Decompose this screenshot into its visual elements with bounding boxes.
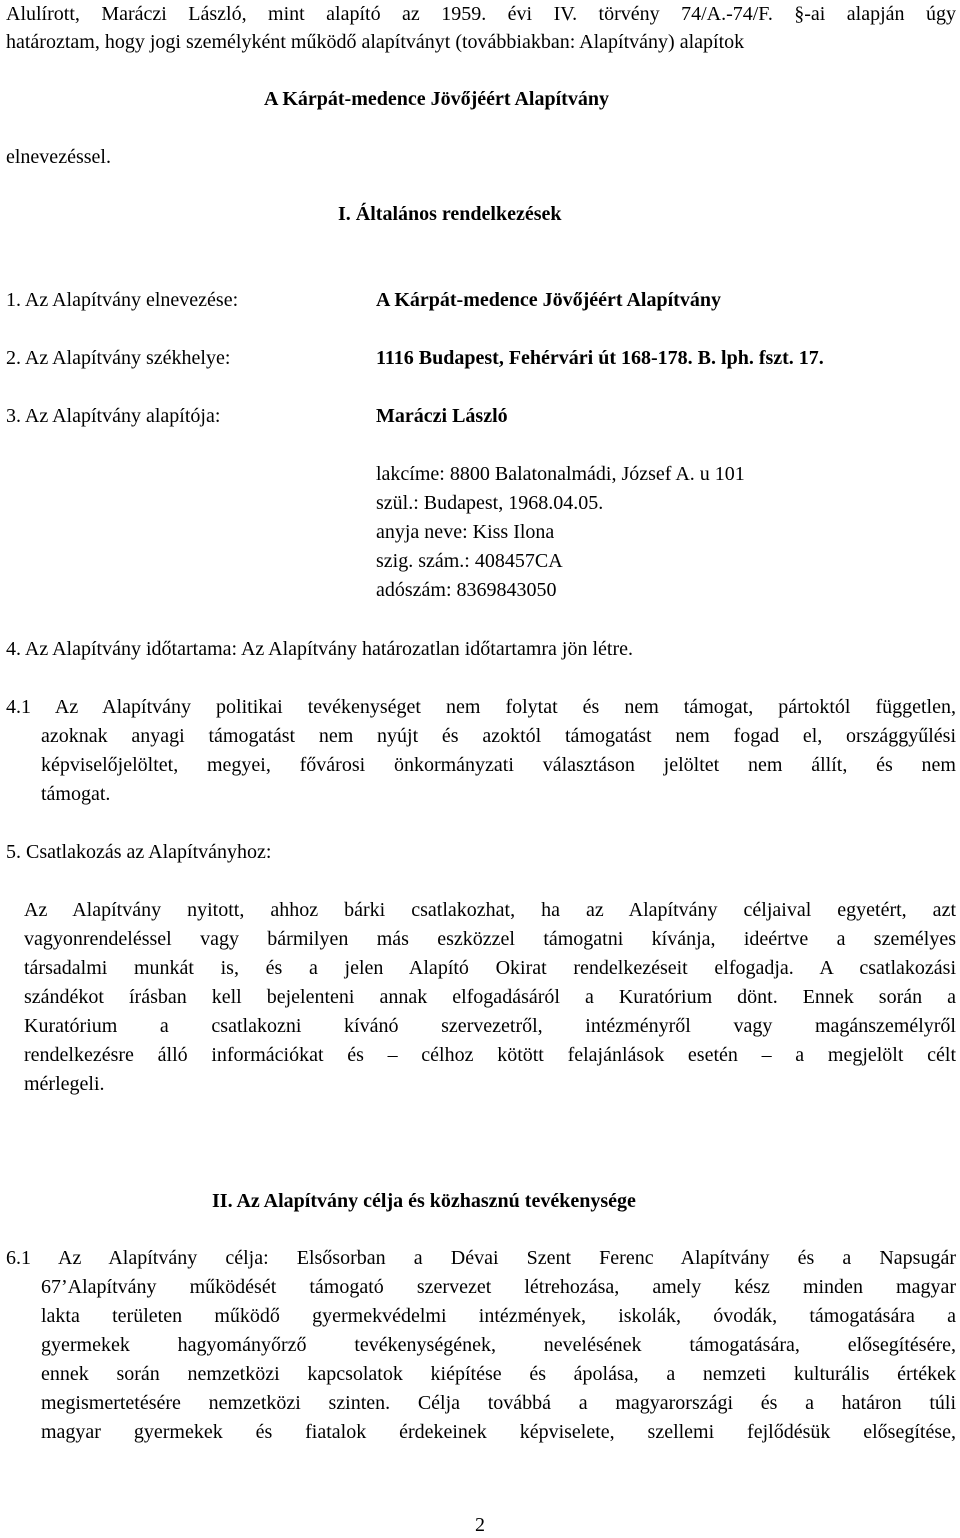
item-2-label: 2. Az Alapítvány székhelye: (6, 347, 231, 369)
item-3-label: 3. Az Alapítvány alapítója: (6, 405, 221, 427)
intro-line-2: határoztam, hogy jogi személyként működő alapítványt (továbbiakban: Alapítvány) alapítok (6, 31, 745, 53)
founder-address: lakcíme: 8800 Balatonalmádi, József A. u 101 (376, 463, 745, 485)
intro-suffix: elnevezéssel. (6, 146, 111, 168)
paragraph-4-1-line: 4.1 Az Alapítvány politikai tevékenységet nem folytat és nem támogat, pártoktól független, (6, 696, 956, 718)
paragraph-6-1-line: lakta területen működő gyermekvédelmi intézmények, iskolák, óvodák, támogatására a (41, 1305, 956, 1327)
duration-item: 4. Az Alapítvány időtartama: Az Alapítvány határozatlan időtartamra jön létre. (6, 638, 634, 660)
paragraph-6-1-line: ennek során nemzetközi kapcsolatok kiépítése és ápolása, a nemzeti kulturális értékek (41, 1363, 956, 1385)
paragraph-6-1-line: magyar gyermekek és fiatalok érdekeinek képviselete, szellemi fejlődésük elősegítése, (41, 1421, 956, 1443)
join-paragraph-line: mérlegeli. (24, 1073, 105, 1095)
founder-id-number: szig. szám.: 408457CA (376, 550, 563, 572)
item-1-label: 1. Az Alapítvány elnevezése: (6, 289, 239, 311)
item-2-value: 1116 Budapest, Fehérvári út 168-178. B. lph. fszt. 17. (376, 347, 824, 369)
founder-tax-number: adószám: 8369843050 (376, 579, 557, 601)
paragraph-6-1-line: megismertetésére nemzetközi szinten. Célja továbbá a magyarországi és a határon túli (41, 1392, 956, 1414)
page-number: 2 (475, 1514, 485, 1536)
section-2-heading: II. Az Alapítvány célja és közhasznú tevékenysége (212, 1190, 636, 1212)
foundation-name-title: A Kárpát-medence Jövőjéért Alapítvány (264, 88, 609, 110)
join-paragraph-line: társadalmi munkát is, és a jelen Alapító Okirat rendelkezéseit elfogadja. A csatlakozási (24, 957, 956, 979)
founder-mother-name: anyja neve: Kiss Ilona (376, 521, 555, 543)
join-paragraph-line: Kuratórium a csatlakozni kívánó szervezetről, intézményről vagy magánszemélyről (24, 1015, 956, 1037)
paragraph-4-1-line: támogat. (41, 783, 111, 805)
paragraph-4-1-line: képviselőjelöltet, megyei, fővárosi önkormányzati választáson jelöltet nem állít, és nem (41, 754, 956, 776)
join-heading: 5. Csatlakozás az Alapítványhoz: (6, 841, 272, 863)
join-paragraph-line: Az Alapítvány nyitott, ahhoz bárki csatlakozhat, ha az Alapítvány céljaival egyetért, azt (24, 899, 956, 921)
founder-birth: szül.: Budapest, 1968.04.05. (376, 492, 604, 514)
paragraph-6-1-line: gyermekek hagyományőrző tevékenységének, nevelésének támogatására, elősegítésére, (41, 1334, 956, 1356)
join-paragraph-line: szándékot írásban kell bejelenteni annak elfogadásáról a Kuratórium dönt. Ennek során a (24, 986, 956, 1008)
join-paragraph-line: vagyonrendeléssel vagy bármilyen más eszközzel támogatni kívánja, ideértve a személyes (24, 928, 956, 950)
paragraph-6-1-line: 6.1 Az Alapítvány célja: Elsősorban a Dévai Szent Ferenc Alapítvány és a Napsugár (6, 1247, 956, 1269)
join-paragraph-line: rendelkezésre álló információkat és – célhoz kötött felajánlások esetén – a megjelölt célt (24, 1044, 956, 1066)
item-3-value: Maráczi László (376, 405, 508, 427)
paragraph-4-1-line: azoknak anyagi támogatást nem nyújt és azoktól támogatást nem fogad el, országgyűlési (41, 725, 956, 747)
item-1-value: A Kárpát-medence Jövőjéért Alapítvány (376, 289, 721, 311)
section-1-heading: I. Általános rendelkezések (338, 203, 562, 225)
paragraph-6-1-line: 67’Alapítvány működését támogató szervezet létrehozása, amely kész minden magyar (41, 1276, 956, 1298)
intro-line-1: Alulírott, Maráczi László, mint alapító az 1959. évi IV. törvény 74/A.-74/F. §-ai alapján úgy (6, 3, 956, 25)
